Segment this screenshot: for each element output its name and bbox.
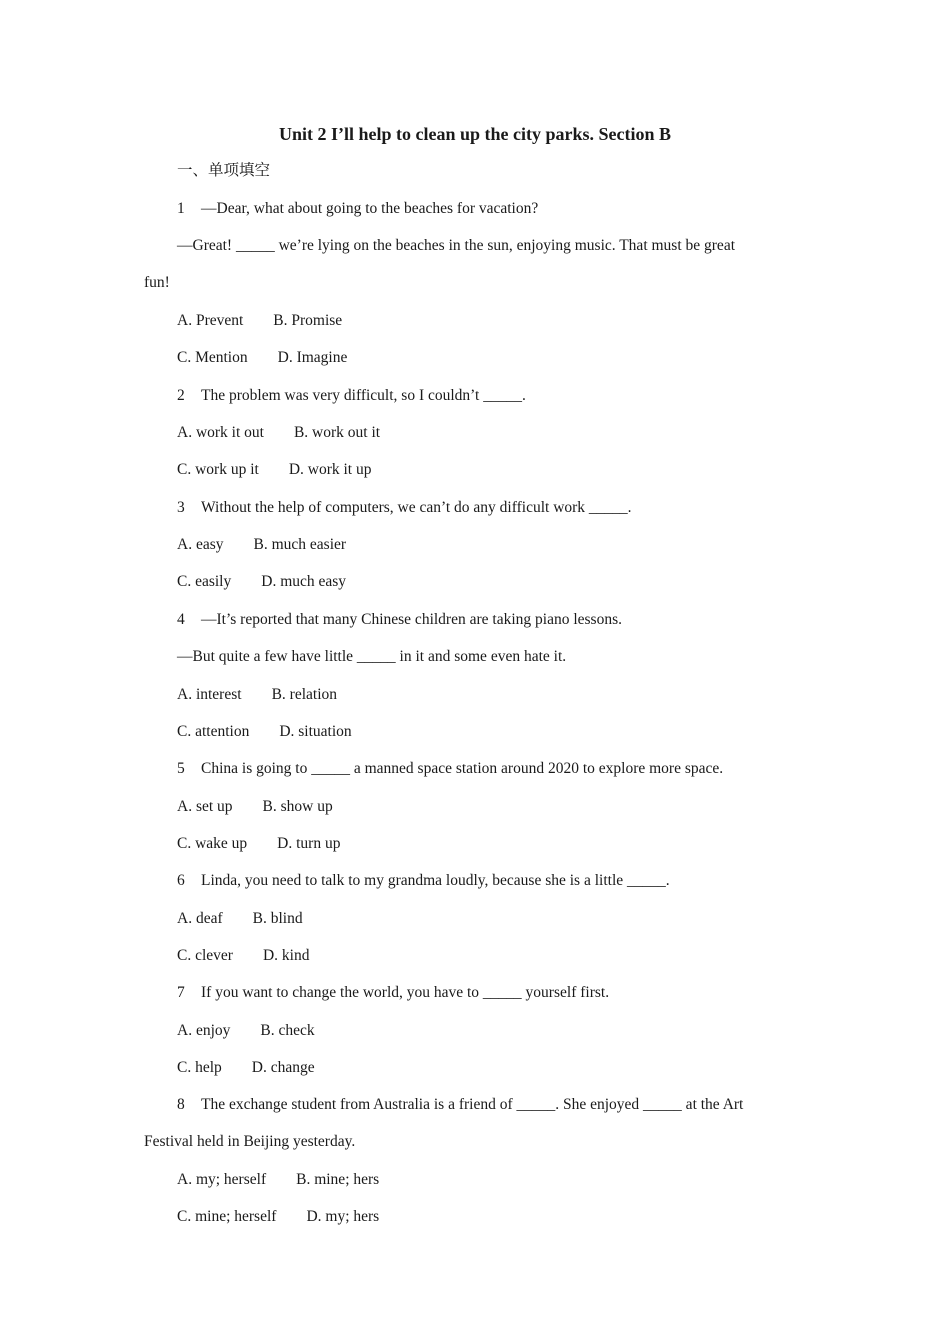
question-1-options-ab [177, 310, 342, 332]
question-2-options-cd [177, 459, 371, 481]
option-c: C. work up it [177, 461, 259, 478]
option-a: A. easy [177, 536, 224, 553]
question-3-options-ab [177, 534, 346, 556]
option-c: C. attention [177, 723, 250, 740]
option-c: C. easily [177, 573, 232, 590]
question-3-options-cd [177, 571, 346, 593]
question-6-stem: 6 Linda, you need to talk to my grandma loudly, because she is a little _____. [177, 872, 670, 889]
option-c: C. help [177, 1059, 222, 1076]
question-5-options-cd [177, 833, 340, 855]
option-d: D. kind [262, 947, 310, 964]
option-d: D. much easy [261, 573, 347, 590]
question-7-stem: 7 If you want to change the world, you have to _____ yourself first. [177, 984, 610, 1001]
option-a: A. enjoy [177, 1022, 231, 1039]
option-d: D. my; hers [306, 1208, 380, 1225]
question-5-stem: 5 China is going to _____ a manned space station around 2020 to explore more space. [177, 760, 724, 777]
section-heading: 一、单项填空 [177, 162, 271, 179]
question-7-options-cd [177, 1057, 315, 1079]
option-d: D. turn up [277, 835, 341, 852]
option-d: D. work it up [288, 461, 372, 478]
option-d: D. Imagine [277, 349, 348, 366]
question-4-options-cd [177, 721, 352, 743]
question-8-options-ab [177, 1169, 379, 1191]
option-a: A. Prevent [177, 312, 244, 329]
question-4-options-ab [177, 684, 337, 706]
question-2-options-ab [177, 422, 380, 444]
question-1-stem-line2: —Great! _____ we’re lying on the beaches in the sun, enjoying music. That must be great [177, 237, 735, 254]
question-8-stem: 8 The exchange student from Australia is a friend of _____. She enjoyed _____ at the Art [177, 1096, 744, 1113]
question-7-options-ab [177, 1020, 315, 1042]
option-a: A. interest [177, 686, 242, 703]
question-4-stem-line2: —But quite a few have little _____ in it and some even hate it. [177, 648, 567, 665]
option-a: A. my; herself [177, 1171, 267, 1188]
question-5-options-ab [177, 796, 333, 818]
option-b: B. work out it [293, 424, 381, 441]
option-b: B. mine; hers [296, 1171, 380, 1188]
option-d: D. situation [279, 723, 352, 740]
question-4-stem: 4 —It’s reported that many Chinese children are taking piano lessons. [177, 611, 622, 628]
option-a: A. set up [177, 798, 233, 815]
option-a: A. deaf [177, 910, 223, 927]
option-c: C. mine; herself [177, 1208, 277, 1225]
option-a: A. work it out [177, 424, 264, 441]
option-b: B. much easier [253, 536, 347, 553]
question-8-options-cd [177, 1206, 379, 1228]
question-3-stem: 3 Without the help of computers, we can’t do any difficult work _____. [177, 499, 632, 516]
option-c: C. clever [177, 947, 233, 964]
question-1-stem-line3: fun! [144, 274, 170, 291]
option-b: B. show up [262, 798, 333, 815]
question-2-stem: 2 The problem was very difficult, so I couldn’t _____. [177, 387, 526, 404]
option-b: B. Promise [273, 312, 343, 329]
option-b: B. relation [271, 686, 338, 703]
option-c: C. Mention [177, 349, 248, 366]
option-d: D. change [251, 1059, 315, 1076]
question-6-options-ab [177, 908, 303, 930]
question-8-stem-line2: Festival held in Beijing yesterday. [144, 1133, 356, 1150]
page-title: Unit 2 I’ll help to clean up the city parks. Section B [278, 124, 672, 144]
question-6-options-cd [177, 945, 309, 967]
option-b: B. blind [252, 910, 303, 927]
option-c: C. wake up [177, 835, 248, 852]
option-b: B. check [260, 1022, 315, 1039]
question-1-options-cd [177, 347, 347, 369]
question-1-stem: 1 —Dear, what about going to the beaches for vacation? [177, 200, 539, 217]
